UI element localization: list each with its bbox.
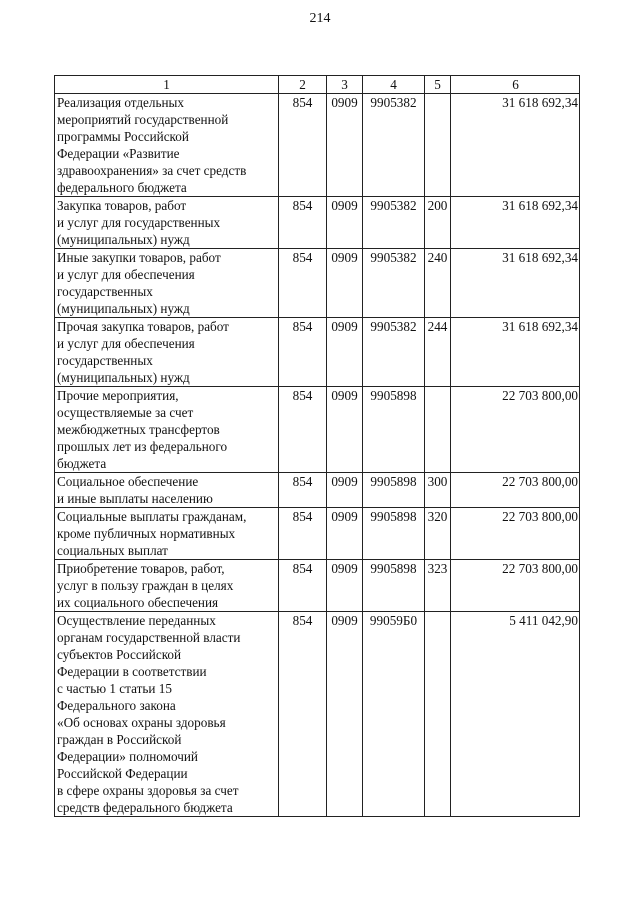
section-cell: 0909 bbox=[327, 197, 363, 249]
item-name-line: (муниципальных) нужд bbox=[57, 301, 190, 316]
header-cell-4: 4 bbox=[363, 76, 425, 94]
item-name-line: «Об основах охраны здоровья bbox=[57, 715, 226, 730]
ved-cell: 854 bbox=[279, 197, 327, 249]
item-name-line: Прочая закупка товаров, работ bbox=[57, 319, 229, 334]
expense-type-cell: 240 bbox=[425, 249, 451, 318]
ved-cell: 854 bbox=[279, 249, 327, 318]
item-name-line: Иные закупки товаров, работ bbox=[57, 250, 221, 265]
item-name-line: средств федерального бюджета bbox=[57, 800, 233, 815]
expense-type-cell: 300 bbox=[425, 473, 451, 508]
expense-type-cell bbox=[425, 94, 451, 197]
item-name-line: осуществляемые за счет bbox=[57, 405, 194, 420]
item-name-cell bbox=[55, 473, 279, 508]
header-cell-1: 1 bbox=[55, 76, 279, 94]
target-article-cell: 9905382 bbox=[363, 197, 425, 249]
table-header-row bbox=[55, 76, 580, 94]
item-name-line: Закупка товаров, работ bbox=[57, 198, 187, 213]
item-name-line: бюджета bbox=[57, 456, 107, 471]
item-name-line: программы Российской bbox=[57, 129, 189, 144]
item-name-cell bbox=[55, 612, 279, 817]
item-name-line: кроме публичных нормативных bbox=[57, 526, 236, 541]
item-name-line: их социального обеспечения bbox=[57, 595, 219, 610]
item-name-line: и иные выплаты населению bbox=[57, 491, 213, 506]
amount-cell: 22 703 800,00 bbox=[451, 508, 580, 560]
item-name-line: услуг в пользу граждан в целях bbox=[57, 578, 234, 593]
ved-cell: 854 bbox=[279, 387, 327, 473]
target-article-cell: 9905382 bbox=[363, 318, 425, 387]
table-row bbox=[55, 94, 580, 197]
target-article-cell: 9905898 bbox=[363, 473, 425, 508]
item-name-line: Федерации «Развитие bbox=[57, 146, 180, 161]
page-number: 214 bbox=[309, 11, 331, 26]
amount-cell: 31 618 692,34 bbox=[451, 249, 580, 318]
item-name-line: Приобретение товаров, работ, bbox=[57, 561, 225, 576]
section-cell: 0909 bbox=[327, 387, 363, 473]
expense-type-cell: 244 bbox=[425, 318, 451, 387]
item-name-cell bbox=[55, 249, 279, 318]
item-name-line: Прочие мероприятия, bbox=[57, 388, 179, 403]
ved-cell: 854 bbox=[279, 318, 327, 387]
item-name-cell bbox=[55, 318, 279, 387]
target-article-cell: 9905898 bbox=[363, 508, 425, 560]
amount-cell: 31 618 692,34 bbox=[451, 197, 580, 249]
item-name-line: федерального бюджета bbox=[57, 180, 187, 195]
item-name-line: с частью 1 статьи 15 bbox=[57, 681, 172, 696]
item-name-line: государственных bbox=[57, 284, 153, 299]
item-name-line: Российской Федерации bbox=[57, 766, 188, 781]
expense-type-cell: 320 bbox=[425, 508, 451, 560]
table-row bbox=[55, 473, 580, 508]
table-row bbox=[55, 387, 580, 473]
item-name-line: и услуг для государственных bbox=[57, 215, 221, 230]
section-cell: 0909 bbox=[327, 473, 363, 508]
item-name-line: Федерации» полномочий bbox=[57, 749, 198, 764]
item-name-cell bbox=[55, 387, 279, 473]
section-cell: 0909 bbox=[327, 508, 363, 560]
table-row bbox=[55, 508, 580, 560]
table-row bbox=[55, 249, 580, 318]
section-cell: 0909 bbox=[327, 560, 363, 612]
section-cell: 0909 bbox=[327, 612, 363, 817]
item-name-line: Реализация отдельных bbox=[57, 95, 185, 110]
item-name-line: социальных выплат bbox=[57, 543, 168, 558]
item-name-line: прошлых лет из федерального bbox=[57, 439, 228, 454]
target-article-cell: 9905898 bbox=[363, 387, 425, 473]
header-cell-2: 2 bbox=[279, 76, 327, 94]
item-name-line: мероприятий государственной bbox=[57, 112, 229, 127]
table-row bbox=[55, 197, 580, 249]
item-name-line: Социальные выплаты гражданам, bbox=[57, 509, 247, 524]
item-name-line: государственных bbox=[57, 353, 153, 368]
ved-cell: 854 bbox=[279, 612, 327, 817]
item-name-line: Федерального закона bbox=[57, 698, 176, 713]
item-name-line: Осуществление переданных bbox=[57, 613, 216, 628]
ved-cell: 854 bbox=[279, 473, 327, 508]
item-name-line: и услуг для обеспечения bbox=[57, 336, 195, 351]
item-name-line: в сфере охраны здоровья за счет bbox=[57, 783, 239, 798]
item-name-line: здравоохранения» за счет средств bbox=[57, 163, 247, 178]
header-cell-3: 3 bbox=[327, 76, 363, 94]
table-body bbox=[55, 76, 580, 817]
expense-type-cell: 200 bbox=[425, 197, 451, 249]
ved-cell: 854 bbox=[279, 560, 327, 612]
expense-type-cell: 323 bbox=[425, 560, 451, 612]
item-name-line: Социальное обеспечение bbox=[57, 474, 199, 489]
item-name-line: субъектов Российской bbox=[57, 647, 182, 662]
item-name-cell bbox=[55, 560, 279, 612]
amount-cell: 31 618 692,34 bbox=[451, 94, 580, 197]
header-cell-6: 6 bbox=[451, 76, 580, 94]
section-cell: 0909 bbox=[327, 94, 363, 197]
expense-type-cell bbox=[425, 612, 451, 817]
ved-cell: 854 bbox=[279, 508, 327, 560]
table-row bbox=[55, 318, 580, 387]
item-name-line: межбюджетных трансфертов bbox=[57, 422, 220, 437]
item-name-line: Федерации в соответствии bbox=[57, 664, 207, 679]
ved-cell: 854 bbox=[279, 94, 327, 197]
amount-cell: 5 411 042,90 bbox=[451, 612, 580, 817]
item-name-cell bbox=[55, 508, 279, 560]
target-article-cell: 9905382 bbox=[363, 249, 425, 318]
item-name-line: (муниципальных) нужд bbox=[57, 370, 190, 385]
section-cell: 0909 bbox=[327, 249, 363, 318]
target-article-cell: 99059Б0 bbox=[363, 612, 425, 817]
target-article-cell: 9905382 bbox=[363, 94, 425, 197]
amount-cell: 31 618 692,34 bbox=[451, 318, 580, 387]
table-row bbox=[55, 612, 580, 817]
item-name-line: граждан в Российской bbox=[57, 732, 182, 747]
header-cell-5: 5 bbox=[425, 76, 451, 94]
item-name-line: и услуг для обеспечения bbox=[57, 267, 195, 282]
amount-cell: 22 703 800,00 bbox=[451, 560, 580, 612]
amount-cell: 22 703 800,00 bbox=[451, 473, 580, 508]
target-article-cell: 9905898 bbox=[363, 560, 425, 612]
budget-table bbox=[54, 75, 580, 817]
amount-cell: 22 703 800,00 bbox=[451, 387, 580, 473]
expense-type-cell bbox=[425, 387, 451, 473]
item-name-line: органам государственной власти bbox=[57, 630, 241, 645]
section-cell: 0909 bbox=[327, 318, 363, 387]
item-name-cell bbox=[55, 197, 279, 249]
item-name-cell bbox=[55, 94, 279, 197]
item-name-line: (муниципальных) нужд bbox=[57, 232, 190, 247]
table-row bbox=[55, 560, 580, 612]
